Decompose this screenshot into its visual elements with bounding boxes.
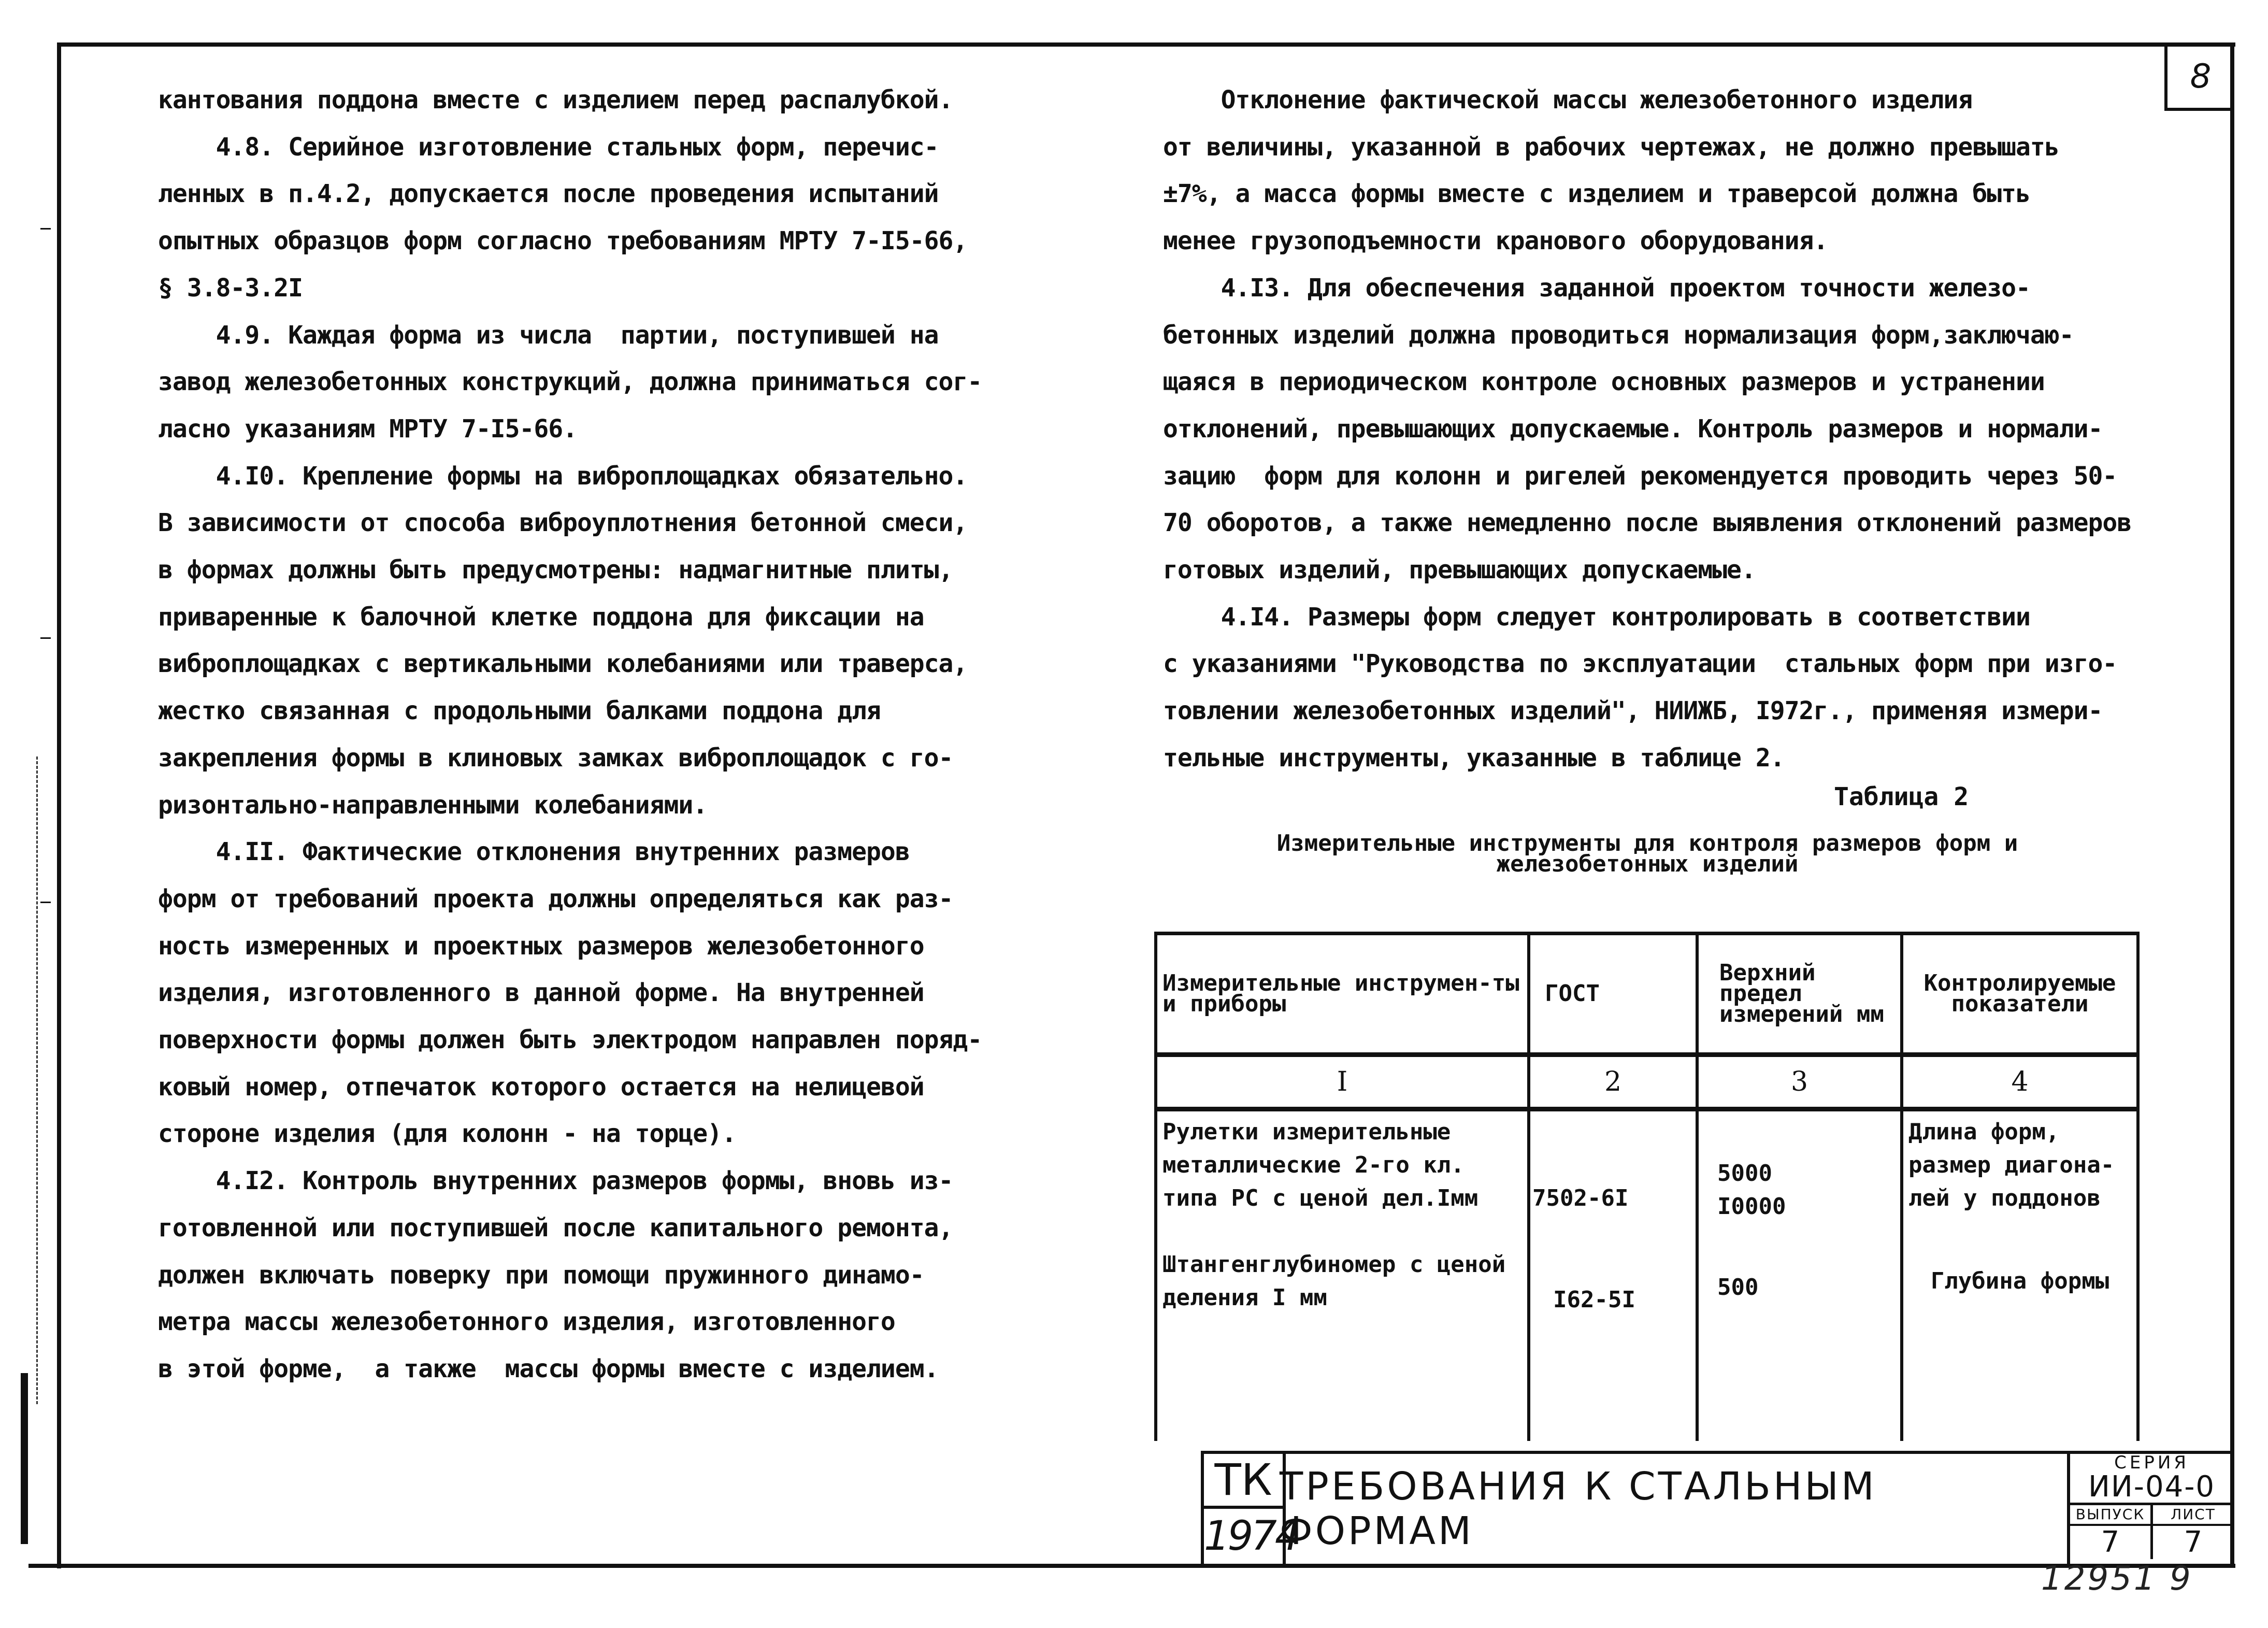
table-header-cell: Измерительные инструмен-ты и приборы [1156, 934, 1529, 1055]
text-line: поверхности формы должен быть электродом направлен поряд- [158, 1025, 982, 1055]
text-line: Отклонение фактической массы железобетонного изделия [1163, 85, 1973, 115]
text-line: изделия, изготовленного в данной форме. На внутренней [158, 978, 924, 1008]
text-line: стороне изделия (для колонн - на торце). [158, 1119, 736, 1149]
table-caption-line: Измерительные инструменты для контроля размеров форм и [1276, 830, 2018, 856]
text-line: бетонных изделий должна проводиться нормализация форм,заключаю- [1163, 320, 2074, 350]
table-column-number: 2 [1529, 1055, 1697, 1109]
issue-label: ВЫПУСК [2070, 1505, 2150, 1526]
title-block-series [2067, 1454, 2233, 1564]
series-value: ИИ-04-0 [2070, 1472, 2233, 1505]
text-line: жестко связанная с продольными балками поддона для [158, 696, 881, 726]
limit-value: 5000 [1717, 1160, 1772, 1187]
table-cell-instruments [1156, 1109, 1529, 1441]
left-text-column [158, 77, 1013, 1393]
instrument-name: Рулетки измерительные металлические 2-го кл. типа РС с ценой дел.Iмм [1162, 1119, 1478, 1211]
text-line: завод железобетонных конструкций, должна приниматься сог- [158, 367, 982, 397]
margin-tick [40, 902, 51, 903]
text-line: ленных в п.4.2, допускается после проведения испытаний [158, 179, 939, 209]
text-line: готовленной или поступившей после капитального ремонта, [158, 1213, 953, 1243]
org-year: 1974 [1204, 1513, 1299, 1560]
text-line: 4.8. Серийное изготовление стальных форм, перечис- [158, 132, 939, 162]
frame-top-border [57, 42, 2235, 47]
text-line: в формах должны быть предусмотрены: надмагнитные плиты, [158, 555, 953, 585]
gost-value: I62-5I [1553, 1287, 1635, 1313]
text-line: зацию форм для колонн и ригелей рекомендуется проводить через 50- [1163, 461, 2117, 491]
frame-right-border [2230, 42, 2234, 1568]
table-body-row [1156, 1109, 2138, 1441]
table-header-row [1156, 934, 2138, 1055]
text-line: ковый номер, отпечаток которого остается на нелицевой [158, 1072, 924, 1102]
text-line: тельные инструменты, указанные в таблице 2. [1163, 743, 1785, 773]
table-header-cell: Контролируемые показатели [1902, 934, 2138, 1055]
margin-tick [40, 228, 51, 230]
title-block-org [1201, 1454, 1299, 1564]
text-line: ласно указаниям МРТУ 7-I5-66. [158, 414, 578, 444]
text-line: ±7%, а масса формы вместе с изделием и траверсой должна быть [1163, 179, 2030, 209]
text-line: 4.9. Каждая форма из числа партии, поступившей на [158, 320, 939, 350]
text-line: кантования поддона вместе с изделием перед распалубкой. [158, 85, 953, 115]
series-label: СЕРИЯ [2114, 1452, 2189, 1473]
text-line: ризонтально-направленными колебаниями. [158, 790, 708, 820]
margin-binding-bar [21, 1373, 28, 1544]
issue-sheet-row [2070, 1505, 2233, 1559]
text-line: 70 оборотов, а также немедленно после выявления отклонений размеров [1163, 508, 2132, 538]
text-line: от величины, указанной в рабочих чертежах, не должно превышать [1163, 132, 2059, 162]
text-line: § 3.8-3.2I [158, 273, 303, 303]
table-cell-indicators [1902, 1109, 2138, 1441]
table-number: Таблица 2 [1834, 782, 1969, 811]
text-line: ность измеренных и проектных размеров железобетонного [158, 931, 924, 961]
text-line: В зависимости от способа виброуплотнения бетонной смеси, [158, 508, 968, 538]
gost-value: 7502-6I [1532, 1185, 1629, 1211]
text-line: приваренные к балочной клетке поддона для фиксации на [158, 602, 924, 632]
text-line: в этой форме, а также массы формы вместе с изделием. [158, 1354, 939, 1383]
issue-value: 7 [2101, 1525, 2120, 1559]
text-line: метра массы железобетонного изделия, изготовленного [158, 1307, 895, 1337]
table-cell-gost [1529, 1109, 1697, 1441]
text-line: закрепления формы в клиновых замках виброплощадок с го- [158, 743, 953, 773]
text-line: 4.I2. Контроль внутренних размеров формы, вновь из- [158, 1166, 953, 1196]
sheet-number: 8 [2164, 46, 2234, 111]
org-code: ТК [1204, 1454, 1283, 1509]
text-line: 4.I4. Размеры форм следует контролировать в соответствии [1163, 602, 2030, 632]
table-column-number: 4 [1902, 1055, 2138, 1109]
text-line: форм от требований проекта должны определяться как раз- [158, 884, 953, 913]
table-header-cell: ГОСТ [1529, 934, 1697, 1055]
table-column-numbers-row [1156, 1055, 2138, 1109]
text-line: должен включать поверку при помощи пружинного динамо- [158, 1260, 924, 1290]
indicator-value: Длина форм, размер диагона-лей у поддонов [1908, 1119, 2115, 1211]
issue-cell [2070, 1505, 2150, 1559]
drawing-title: ТРЕБОВАНИЯ К СТАЛЬНЫМ ФОРМАМ [1280, 1464, 1877, 1553]
instruments-table [1154, 932, 2140, 1441]
limit-value: 500 [1717, 1274, 1759, 1301]
table-column-number: 3 [1697, 1055, 1902, 1109]
text-line: с указаниями "Руководства по эксплуатации стальных форм при изго- [1163, 649, 2117, 679]
sheet-value: 7 [2184, 1525, 2203, 1559]
limit-value: I0000 [1717, 1193, 1786, 1220]
text-line: менее грузоподъемности кранового оборудования. [1163, 226, 1828, 256]
handwritten-inventory-number: 12951 9 [2041, 1560, 2193, 1598]
margin-tick [40, 637, 51, 639]
text-line: отклонений, превышающих допускаемые. Контроль размеров и нормали- [1163, 414, 2103, 444]
text-line: готовых изделий, превышающих допускаемые. [1163, 555, 1756, 585]
instrument-name: Штангенглубиномер с ценой деления I мм [1162, 1251, 1506, 1311]
right-text-column [1163, 77, 2178, 782]
table-caption [1166, 830, 2129, 877]
sheet-label: ЛИСТ [2153, 1505, 2233, 1526]
indicator-value: Глубина формы [1930, 1268, 2109, 1294]
table-column-number: I [1156, 1055, 1529, 1109]
margin-signature-marks [36, 756, 64, 1404]
text-line: 4.II. Фактические отклонения внутренних размеров [158, 837, 910, 867]
text-line: товлении железобетонных изделий", НИИЖБ, I972г., применяя измери- [1163, 696, 2103, 726]
table-cell-limit [1697, 1109, 1902, 1441]
sheet-cell [2150, 1505, 2233, 1559]
text-line: виброплощадках с вертикальными колебаниями или траверса, [158, 649, 968, 679]
text-line: 4.I3. Для обеспечения заданной проектом точности железо- [1163, 273, 2030, 303]
text-line: опытных образцов форм согласно требованиям МРТУ 7-I5-66, [158, 226, 968, 256]
text-line: 4.I0. Крепление формы на виброплощадках обязательно. [158, 461, 968, 491]
table-caption-line: железобетонных изделий [1496, 851, 1799, 877]
text-line: щаяся в периодическом контроле основных размеров и устранении [1163, 367, 2045, 397]
table-header-cell: Верхний предел измерений мм [1697, 934, 1902, 1055]
